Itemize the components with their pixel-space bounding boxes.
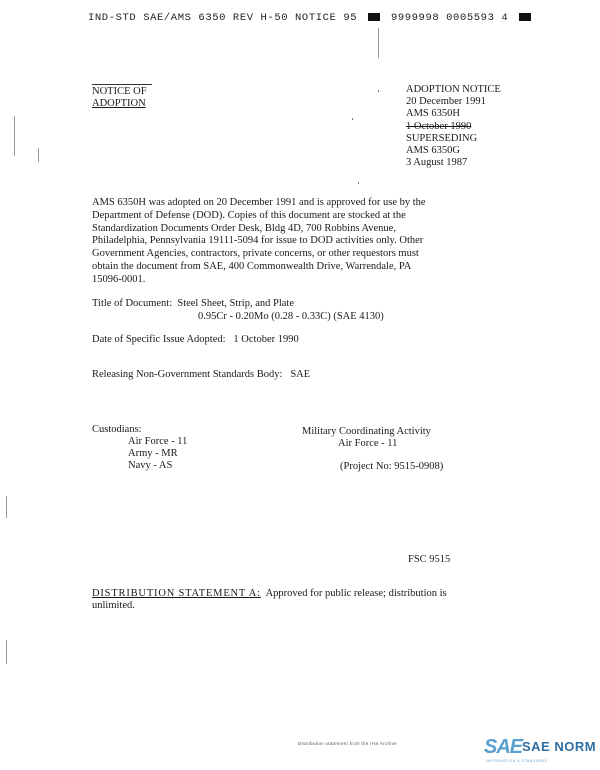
paragraph-line: Standardization Documents Order Desk, Bldg 4D, 700 Robbins Avenue,	[92, 222, 396, 234]
military-coordinating-block	[302, 426, 431, 450]
title-value: Steel Sheet, Strip, and Plate	[177, 298, 295, 309]
scan-artifact	[38, 148, 39, 162]
previous-document-id: AMS 6350G	[406, 145, 460, 157]
custodians-label: Custodians:	[92, 424, 142, 435]
paragraph-line: Philadelphia, Pennsylvania 19111-5094 for issue to DOD activities only. Other	[92, 235, 424, 247]
adoption-date: 20 December 1991	[406, 96, 486, 108]
distribution-text-cont: unlimited.	[92, 600, 135, 611]
redaction-block	[368, 13, 380, 21]
date-value: 1 October 1990	[233, 334, 299, 345]
military-item: Air Force - 11	[338, 438, 398, 449]
custodian-item: Air Force - 11	[128, 436, 188, 447]
previous-document-date: 3 August 1987	[406, 157, 468, 169]
custodian-item: Navy - AS	[128, 460, 173, 471]
custodians-block	[92, 424, 187, 472]
title-label: Title of Document:	[92, 298, 173, 309]
adoption-paragraph	[92, 197, 512, 287]
releasing-body	[92, 369, 310, 380]
releasing-label: Releasing Non-Government Standards Body:	[92, 369, 283, 380]
distribution-text: Approved for public release; distribution is	[265, 588, 447, 599]
project-number: (Project No: 9515-0908)	[340, 461, 444, 472]
notice-title-line1: NOTICE OF	[92, 86, 147, 97]
document-id: AMS 6350H	[406, 108, 460, 120]
stamp-text: IND-STD SAE/AMS 6350 REV H-50 NOTICE 95	[88, 12, 358, 24]
logo-mark: SAE	[484, 736, 523, 758]
distribution-label: DISTRIBUTION STATEMENT A:	[92, 588, 261, 599]
paragraph-line: Department of Defense (DOD). Copies of this document are stocked at the	[92, 209, 406, 221]
scan-artifact	[6, 640, 7, 664]
releasing-value: SAE	[290, 369, 311, 380]
scan-artifact	[358, 182, 359, 184]
scan-artifact	[378, 28, 379, 58]
military-label: Military Coordinating Activity	[302, 426, 431, 437]
scan-artifact	[14, 116, 15, 156]
fsc-code: FSC 9515	[408, 554, 451, 565]
adoption-info-block	[406, 84, 501, 169]
notice-title	[92, 84, 152, 110]
scan-artifact	[6, 496, 7, 518]
redaction-block	[519, 13, 531, 21]
paragraph-line: AMS 6350H was adopted on 20 December 1991 and is approved for use by the	[92, 197, 426, 208]
footer-note: Distribution statement from the IHS Archive	[298, 741, 397, 746]
title-value-line2: 0.95Cr - 0.20Mo (0.28 - 0.33C) (SAE 4130)	[198, 311, 384, 322]
paragraph-line: 15096-0001.	[92, 273, 146, 285]
distribution-statement	[92, 588, 516, 612]
document-date: 1 October 1990	[406, 120, 472, 132]
sae-norm-logo	[484, 736, 596, 766]
paragraph-line: obtain the document from SAE, 400 Commonwealth Drive, Warrendale, PA	[92, 260, 412, 272]
notice-title-line2: ADOPTION	[92, 98, 146, 109]
date-of-issue	[92, 334, 299, 345]
logo-name: SAE NORM	[522, 739, 597, 754]
stamp-number: 9999998 0005593 4	[390, 12, 509, 24]
adoption-label: ADOPTION NOTICE	[406, 84, 501, 95]
top-rule	[92, 84, 152, 85]
paragraph-line: Government Agencies, contractors, private concerns, or other requestors must	[92, 248, 419, 260]
date-label: Date of Specific Issue Adopted:	[92, 334, 226, 345]
document-stamp	[88, 12, 535, 24]
scan-artifact	[378, 90, 379, 92]
scan-artifact	[352, 118, 353, 120]
custodian-item: Army - MR	[128, 448, 178, 459]
logo-subtitle: INFORMATION & STANDARDS	[486, 759, 548, 763]
title-of-document	[92, 298, 294, 309]
superseding-label: SUPERSEDING	[406, 132, 478, 144]
